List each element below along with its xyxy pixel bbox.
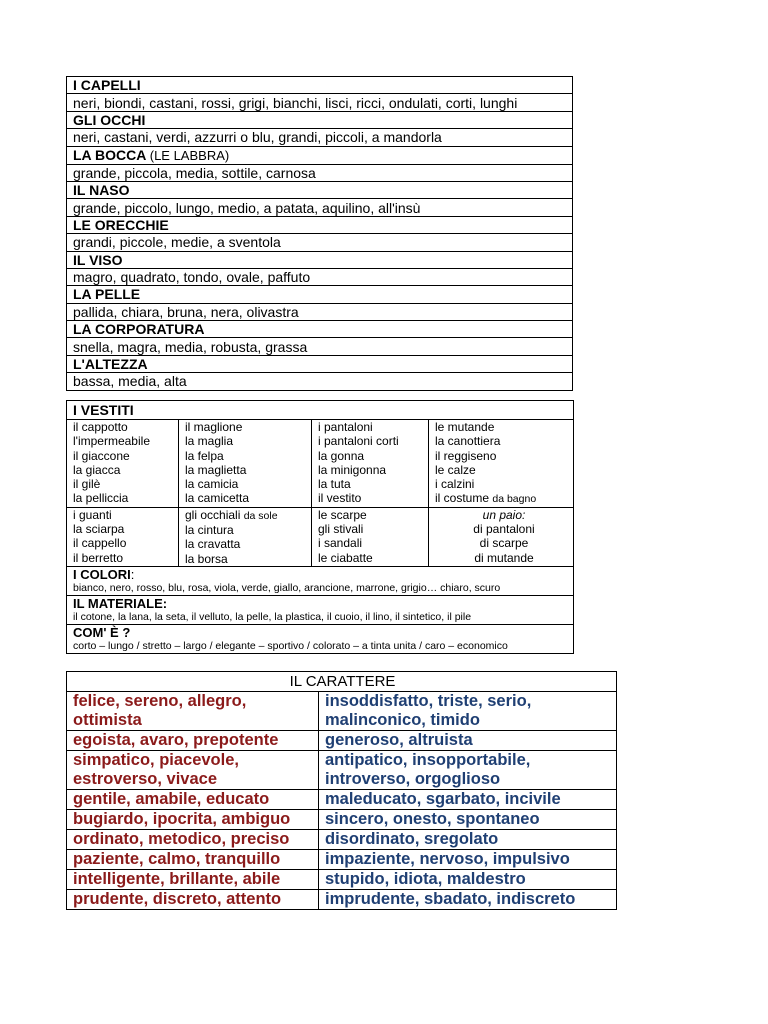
clothing-item: la canottiera (435, 434, 501, 449)
clothing-item: la felpa (185, 448, 224, 463)
colors-colon: : (130, 566, 135, 582)
clothing-column (179, 420, 312, 508)
clothing-item: la cravatta (185, 537, 241, 552)
clothing-item-suffix: da bagno (492, 493, 537, 506)
clothing-item: di mutande (474, 550, 534, 565)
clothing-item: la maglietta (185, 462, 247, 477)
clothing-item: i guanti (73, 507, 112, 522)
character-trait-right: maleducato, sgarbato, incivile (319, 790, 617, 810)
feature-title: I CAPELLI (67, 77, 573, 94)
clothing-column (312, 420, 429, 508)
character-trait-left: egoista, avaro, prepotente (67, 731, 319, 751)
clothing-item: il reggiseno (435, 448, 497, 463)
clothing-item: la giacca (73, 462, 121, 477)
character-trait-left: paziente, calmo, tranquillo (67, 850, 319, 870)
clothing-item: il giaccone (73, 448, 130, 463)
character-row (67, 790, 617, 810)
character-row (67, 850, 617, 870)
character-trait-right: generoso, altruista (319, 731, 617, 751)
clothing-item: la maglia (185, 434, 234, 449)
character-trait-left: felice, sereno, allegro, ottimista (67, 692, 319, 731)
feature-values: pallida, chiara, bruna, nera, olivastra (67, 303, 573, 320)
clothing-item-compound (185, 508, 311, 523)
clothing-column (429, 507, 574, 566)
character-row (67, 751, 617, 790)
clothing-item-compound (435, 491, 573, 506)
feature-values: grande, piccolo, lungo, medio, a patata, aquilino, all'insù (67, 199, 573, 216)
character-trait-right: imprudente, sbadato, indiscreto (319, 890, 617, 910)
character-row (67, 890, 617, 910)
clothing-item: la tuta (318, 477, 351, 492)
character-trait-right: stupido, idiota, maldestro (319, 870, 617, 890)
character-row (67, 692, 617, 731)
clothing-item: i pantaloni corti (318, 434, 399, 449)
character-trait-right: antipatico, insopportabile, introverso, orgoglioso (319, 751, 617, 790)
clothing-item: la cintura (185, 523, 234, 538)
clothing-item: il cappotto (73, 420, 128, 434)
clothing-item: i pantaloni (318, 420, 373, 434)
clothing-item: il gilè (73, 477, 101, 492)
character-trait-right: disordinato, sregolato (319, 830, 617, 850)
character-row (67, 870, 617, 890)
character-trait-left: intelligente, brillante, abile (67, 870, 319, 890)
clothing-item: le calze (435, 462, 476, 477)
clothing-column (67, 507, 179, 566)
character-row (67, 731, 617, 751)
clothing-item: la borsa (185, 551, 228, 566)
clothing-item: il maglione (185, 420, 243, 434)
character-trait-right: sincero, onesto, spontaneo (319, 810, 617, 830)
clothing-item: il berretto (73, 550, 124, 565)
character-trait-right: insoddisfatto, triste, serio, malinconico, timido (319, 692, 617, 731)
clothing-item: di scarpe (479, 536, 529, 551)
clothing-item: il cappello (73, 536, 127, 551)
how-is-it-label: COM' È ? (73, 624, 131, 640)
feature-title: GLI OCCHI (67, 111, 573, 128)
feature-title: L'ALTEZZA (67, 355, 573, 372)
feature-values: magro, quadrato, tondo, ovale, paffuto (67, 268, 573, 285)
clothing-item: il costume (435, 491, 490, 506)
clothing-item: l'impermeabile (73, 434, 150, 449)
how-is-it-text: corto – lungo / stretto – largo / elegante – sportivo / colorato – a tinta unita / caro – economico (73, 639, 508, 652)
character-row (67, 810, 617, 830)
feature-values: neri, biondi, castani, rossi, grigi, bianchi, lisci, ricci, ondulati, corti, lunghi (67, 94, 573, 111)
clothing-item: le mutande (435, 420, 495, 434)
clothing-item: la camicia (185, 477, 239, 492)
how-is-it-section (67, 624, 574, 653)
clothing-column (67, 420, 179, 508)
feature-values: neri, castani, verdi, azzurri o blu, grandi, piccoli, a mandorla (67, 129, 573, 146)
character-trait-left: prudente, discreto, attento (67, 890, 319, 910)
clothing-item: le ciabatte (318, 550, 373, 565)
clothing-column (312, 507, 429, 566)
feature-values: snella, magra, media, robusta, grassa (67, 338, 573, 355)
feature-title: LE ORECCHIE (67, 216, 573, 233)
character-table (66, 671, 617, 910)
clothing-item: un paio: (482, 507, 526, 522)
clothing-item: il vestito (318, 491, 362, 506)
feature-title: LA BOCCA (73, 146, 146, 163)
feature-title: IL VISO (67, 251, 573, 268)
feature-note: (LE LABBRA) (149, 147, 230, 163)
clothing-item: i sandali (318, 536, 363, 551)
material-section (67, 595, 574, 624)
character-trait-left: simpatico, piacevole, estroverso, vivace (67, 751, 319, 790)
clothing-item: la sciarpa (73, 522, 125, 537)
character-trait-left: gentile, amabile, educato (67, 790, 319, 810)
feature-title-cell (67, 146, 573, 164)
colors-label-line (73, 567, 573, 582)
character-trait-right: impaziente, nervoso, impulsivo (319, 850, 617, 870)
feature-title: LA CORPORATURA (67, 321, 573, 338)
colors-label: I COLORI (73, 566, 131, 582)
material-text: il cotone, la lana, la seta, il velluto, la pelle, la plastica, il cuoio, il lino, il sintetico, il pile (73, 610, 472, 623)
clothing-title: I VESTITI (67, 401, 574, 420)
feature-values: grande, piccola, media, sottile, carnosa (67, 164, 573, 181)
character-row (67, 830, 617, 850)
character-title: IL CARATTERE (67, 672, 617, 692)
character-trait-left: bugiardo, ipocrita, ambiguo (67, 810, 319, 830)
clothing-table (66, 400, 574, 654)
clothing-item: la gonna (318, 448, 365, 463)
clothing-item: di pantaloni (473, 522, 535, 537)
clothing-column (179, 507, 312, 566)
clothing-item: gli stivali (318, 522, 364, 537)
clothing-item: la pelliccia (73, 491, 129, 506)
clothing-column (429, 420, 574, 508)
colors-text: bianco, nero, rosso, blu, rosa, viola, verde, giallo, arancione, marrone, grigio… chiaro, scuro (73, 581, 501, 594)
clothing-item: gli occhiali (185, 507, 241, 522)
colors-section (67, 566, 574, 595)
material-label: IL MATERIALE: (73, 595, 168, 611)
physical-features-table (66, 76, 573, 391)
clothing-item-suffix: da sole (243, 509, 278, 522)
clothing-item: la camicetta (185, 491, 250, 506)
clothing-item: la minigonna (318, 462, 387, 477)
character-trait-left: ordinato, metodico, preciso (67, 830, 319, 850)
feature-title: LA PELLE (67, 286, 573, 303)
clothing-item: le scarpe (318, 507, 367, 522)
clothing-item: i calzini (435, 477, 475, 492)
feature-title: IL NASO (67, 181, 573, 198)
feature-values: bassa, media, alta (67, 373, 573, 390)
feature-values: grandi, piccole, medie, a sventola (67, 234, 573, 251)
